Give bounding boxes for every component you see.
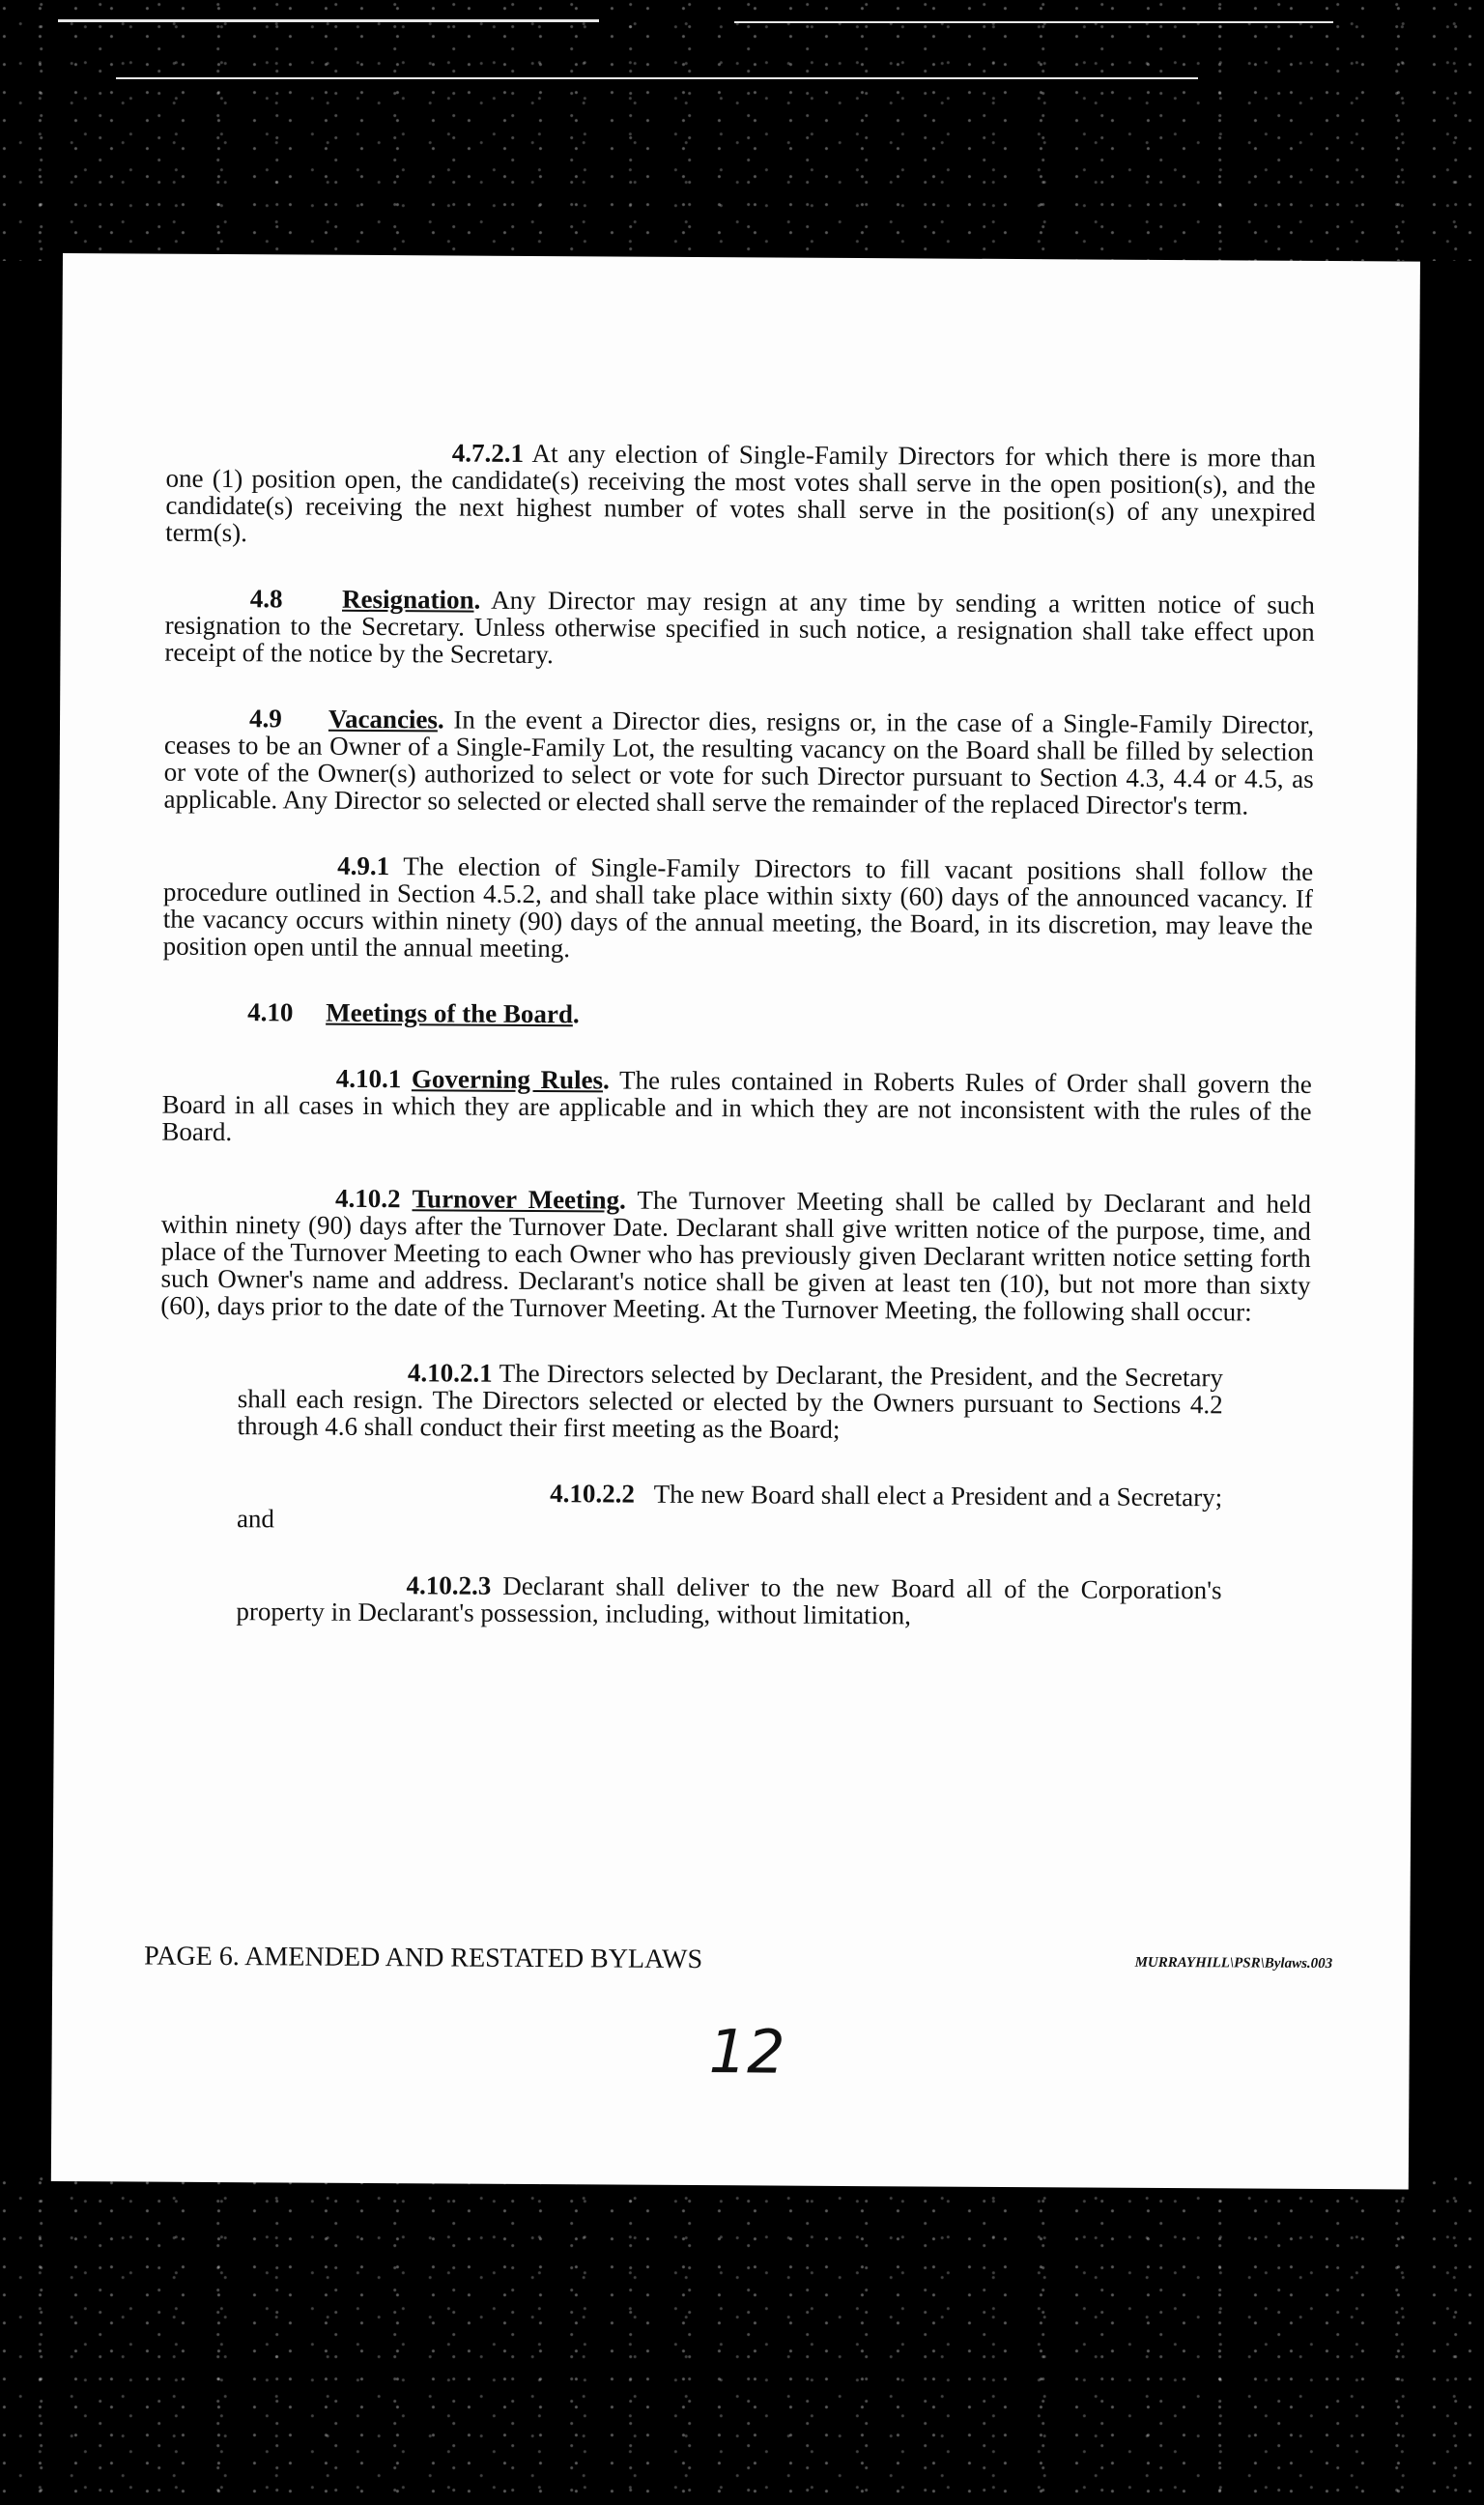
paragraph-4-10-2-3	[236, 1570, 1221, 1630]
paragraph-4-10-2-2-line	[159, 1478, 1222, 1512]
section-text: The election of Single-Family Directors to fill vacant positions shall follow the procedure outlined in Section 4.5.2, and shall take place within sixty (60) days of the announced vacancy. If the vacancy occurs within ninety (90) days of the annual meeting, the Board, in its discretion, may leave the position open until the annual meeting.	[162, 851, 1314, 964]
section-text: At any election of Single-Family Directors for which there is more than one (1) position open, the candidate(s) receiving the most votes shall serve in the open position(s), and the candidate(s) receiving the next highest number of votes shall serve in the position(s) of any unexpired term(s).	[165, 438, 1316, 548]
section-text: The Turnover Meeting shall be called by Declarant and held within ninety (90) days after the Turnover Date. Declarant shall give written notice of the purpose, time, and place of the Turnover Meeting to each Owner who has previously given Declarant written notice setting forth such Owner's name and address. Declarant's notice shall be given at least ten (10), but not more than sixty (60), days prior to the date of the Turnover Meeting. At the Turnover Meeting, the following shall occur:	[160, 1185, 1312, 1327]
section-title: Meetings of the Board	[326, 997, 574, 1029]
scan-border-top	[0, 0, 1484, 261]
scan-artifact-line	[58, 19, 599, 22]
section-title: Governing Rules	[411, 1064, 604, 1095]
section-text: The new Board shall elect a President and a Secretary;	[653, 1479, 1223, 1512]
section-title: Resignation	[341, 584, 474, 615]
footer-page-label: PAGE 6. AMENDED AND RESTATED BYLAWS	[144, 1941, 703, 1975]
document-page	[51, 253, 1420, 2190]
page-footer	[144, 1942, 1332, 1988]
section-number: 4.10.2	[334, 1183, 401, 1214]
section-number: 4.8	[249, 584, 283, 614]
section-number: 4.10.2.2	[550, 1479, 635, 1509]
section-number: 4.9	[248, 704, 282, 734]
section-text: Any Director may resign at any time by sending a written notice of such resignation to the Secretary. Unless otherwise specified in such notice, a resignation shall take effect upon receipt of the notice by the Secretary.	[164, 585, 1315, 670]
heading-4-10: 4.10 Meetings of the Board.	[247, 997, 580, 1029]
scan-artifact-line	[734, 21, 1333, 23]
section-number: 4.10.1	[335, 1063, 402, 1094]
section-title: Vacancies	[328, 704, 439, 734]
section-text: The Directors selected by Declarant, the President, and the Secretary shall each resign. The Directors selected or elected by the Owners pursuant to Sections 4.2 through 4.6 shall conduct their first meeting as the Board;	[237, 1358, 1224, 1444]
section-number: 4.10	[247, 997, 294, 1027]
document-body	[158, 438, 1316, 1670]
scan-artifact-line	[116, 77, 1198, 79]
paragraph-4-10-2: 4.10.2 Turnover Meeting. The Turnover Meeting shall be called by Declarant and held within ninety (90) days after the Turnover Date. Declarant shall give written notice of the purpose, time, and place of the Turnover Meeting to each Owner who has previously given Declarant written notice setting forth such Owner's name and address. Declarant's notice shall be given at least ten (10), but not more than sixty (60), days prior to the date of the Turnover Meeting. At the Turnover Meeting, the following shall occur:	[160, 1183, 1312, 1327]
scan-border-bottom	[0, 2174, 1484, 2505]
paragraph-4-8: 4.8 Resignation. Any Director may resign at any time by sending a written notice of such resignation to the Secretary. Unless otherwise specified in such notice, a resignation shall take effect upon receipt of the notice by the Secretary.	[164, 584, 1315, 670]
section-title: Turnover Meeting	[412, 1184, 620, 1215]
section-text: The rules contained in Roberts Rules of Order shall govern the Board in all cases in which they are applicable and in which they are not inconsistent with the rules of the Board.	[161, 1065, 1312, 1147]
footer-file-path: MURRAYHILL\PSR\Bylaws.003	[1134, 1954, 1333, 1972]
section-text: Declarant shall deliver to the new Board all of the Corporation's property in Declarant's possession, including, without limitation,	[236, 1570, 1222, 1630]
section-number: 4.10.2.3	[406, 1570, 492, 1600]
paragraph-4-10-2-2	[159, 1478, 1309, 1539]
paragraph-4-9: 4.9 Vacancies. In the event a Director dies, resigns or, in the case of a Single-Family Director, ceases to be an Owner of a Single-Family Lot, the resulting vacancy on the Board shall be filled by selection or vote of the Owner(s) authorized to select or vote for such Director pursuant to Section 4.3, 4.4 or 4.5, as applicable. Any Director so selected or elected shall serve the remainder of the replaced Director's term.	[163, 704, 1315, 821]
paragraph-4-7-2-1	[165, 438, 1316, 553]
section-number: 4.7.2.1	[451, 438, 525, 468]
section-text: In the event a Director dies, resigns or, in the case of a Single-Family Director, ceases to be an Owner of a Single-Family Lot, the resulting vacancy on the Board shall be filled by selection or vote of the Owner(s) authorized to select or vote for such Director pursuant to Section 4.3, 4.4 or 4.5, as applicable. Any Director so selected or elected shall serve the remainder of the replaced Director's term.	[163, 705, 1315, 821]
paragraph-4-10-2-1	[238, 1358, 1223, 1445]
section-number: 4.9.1	[337, 850, 390, 881]
handwritten-page-number: 12	[708, 2016, 785, 2088]
paragraph-4-10-1: 4.10.1 Governing Rules. The rules contained in Roberts Rules of Order shall govern the Board in all cases in which they are applicable and in which they are not inconsistent with the rules of the Board.	[161, 1063, 1312, 1147]
continuation-word: and	[236, 1504, 275, 1534]
section-number: 4.10.2.1	[407, 1358, 493, 1388]
paragraph-4-9-1	[163, 851, 1314, 966]
